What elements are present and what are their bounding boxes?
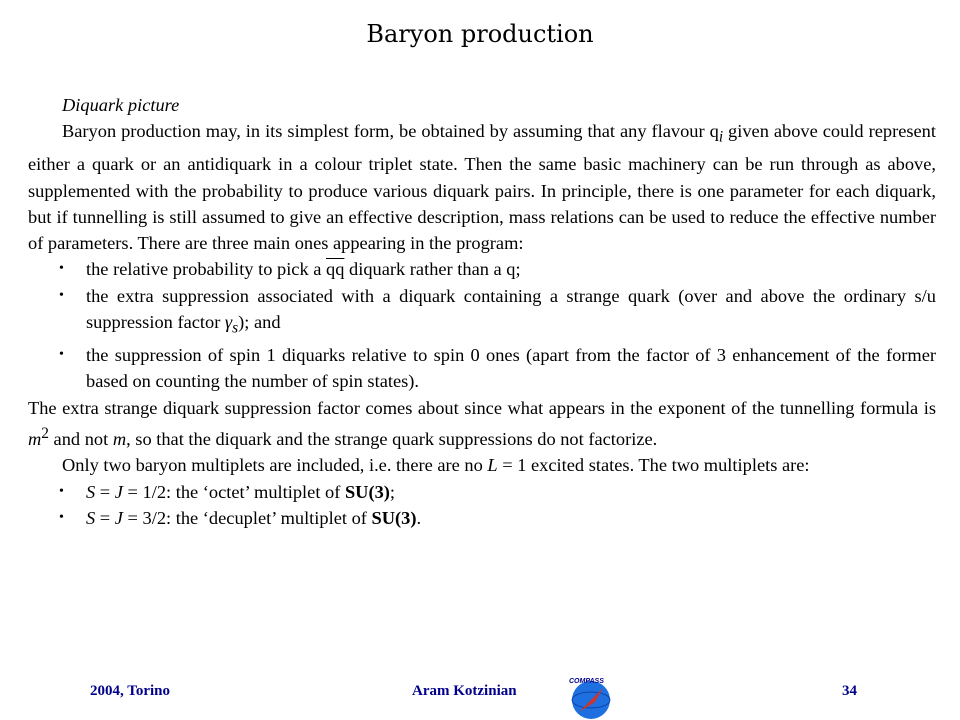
bullet-text: ); and xyxy=(238,312,281,333)
intro-paragraph xyxy=(28,118,936,256)
bullet-icon: • xyxy=(59,509,64,525)
footer-page-number: 34 xyxy=(842,683,857,699)
intro-line1: Baryon production may, in its simplest form, be obtained by assuming that any flavour xyxy=(62,121,705,142)
gamma-subscript: s xyxy=(232,319,239,337)
punctuation: ; xyxy=(389,481,396,502)
list-item xyxy=(59,342,936,395)
list-item xyxy=(59,256,936,282)
paragraph-text: , so that the diquark and the strange quark suppressions do not factorize. xyxy=(126,429,658,450)
list-item xyxy=(59,505,936,531)
list-item xyxy=(59,283,936,342)
multiplet-list xyxy=(28,479,936,532)
bullet-text: the extra suppression associated with a diquark containing a strange quark (over and above the ordinary s/u suppression factor xyxy=(86,285,936,333)
equals-text: = xyxy=(95,507,115,528)
S-symbol: S xyxy=(86,507,96,528)
m-symbol: m xyxy=(112,429,127,450)
equals-text: = xyxy=(95,481,115,502)
intro-rest: given above could represent either a quark or an antidiquark in a colour triplet state. Then the same basic machinery can be run through as above, supplemented with the probability to produce various diquark pairs. In principle, there is one parameter for each diquark, but if tunnelling is still assumed to give an effective description, mass relations can be used to reduce the effective number of parameters. There are three main ones appearing in the program: xyxy=(28,121,936,254)
slide-footer xyxy=(0,680,960,720)
q-symbol: q xyxy=(709,121,719,142)
m-superscript: 2 xyxy=(41,424,49,442)
spin-value: = 3/2: xyxy=(122,507,172,528)
bullet-text: diquark rather than a q; xyxy=(344,259,521,280)
m-symbol: m xyxy=(28,429,42,450)
paragraph-text: Only two baryon multiplets are included, i.e. there are no xyxy=(62,455,488,476)
list-item xyxy=(59,479,936,505)
qq-overline: $\overline{qq}$ xyxy=(326,259,345,280)
section-heading: Diquark picture xyxy=(62,95,180,115)
bullet-icon: • xyxy=(59,287,64,303)
slide-content xyxy=(28,92,936,531)
parameter-list xyxy=(28,256,936,394)
multiplets-paragraph xyxy=(28,452,936,478)
compass-logo-icon xyxy=(565,674,617,720)
group-name: SU(3) xyxy=(371,507,417,528)
bullet-text: the relative probability to pick a xyxy=(86,259,327,280)
paragraph-text: excited states. The two multiplets are: xyxy=(526,455,810,476)
paragraph-text: and not xyxy=(48,429,113,450)
strange-suppression-paragraph xyxy=(28,395,936,453)
J-symbol: J xyxy=(114,481,123,502)
logo-text: COMPASS xyxy=(569,678,604,685)
bullet-text: the suppression of spin 1 diquarks relative to spin 0 ones (apart from the factor of 3 enhancement of the former based on counting the number of spin states). xyxy=(86,345,936,392)
paragraph-text: The extra strange diquark suppression factor comes about since what appears in the exponent of the tunnelling formula is xyxy=(28,397,936,418)
footer-author: Aram Kotzinian xyxy=(412,683,517,699)
bullet-icon: • xyxy=(59,347,64,363)
multiplet-desc: the ‘octet’ multiplet of xyxy=(171,481,345,502)
bullet-icon: • xyxy=(59,261,64,277)
footer-venue: 2004, Torino xyxy=(90,683,171,699)
spin-value: = 1/2: xyxy=(122,481,172,502)
multiplet-desc: the ‘decuplet’ multiplet of xyxy=(171,507,372,528)
punctuation: . xyxy=(416,507,422,528)
q-subscript: i xyxy=(718,128,724,146)
group-name: SU(3) xyxy=(344,481,390,502)
paragraph-text: = 1 xyxy=(497,455,527,476)
L-symbol: L xyxy=(487,455,498,476)
slide-title: Baryon production xyxy=(366,20,594,48)
bullet-icon: • xyxy=(59,483,64,499)
S-symbol: S xyxy=(86,481,96,502)
gamma-symbol: γ xyxy=(224,312,233,333)
J-symbol: J xyxy=(114,507,123,528)
